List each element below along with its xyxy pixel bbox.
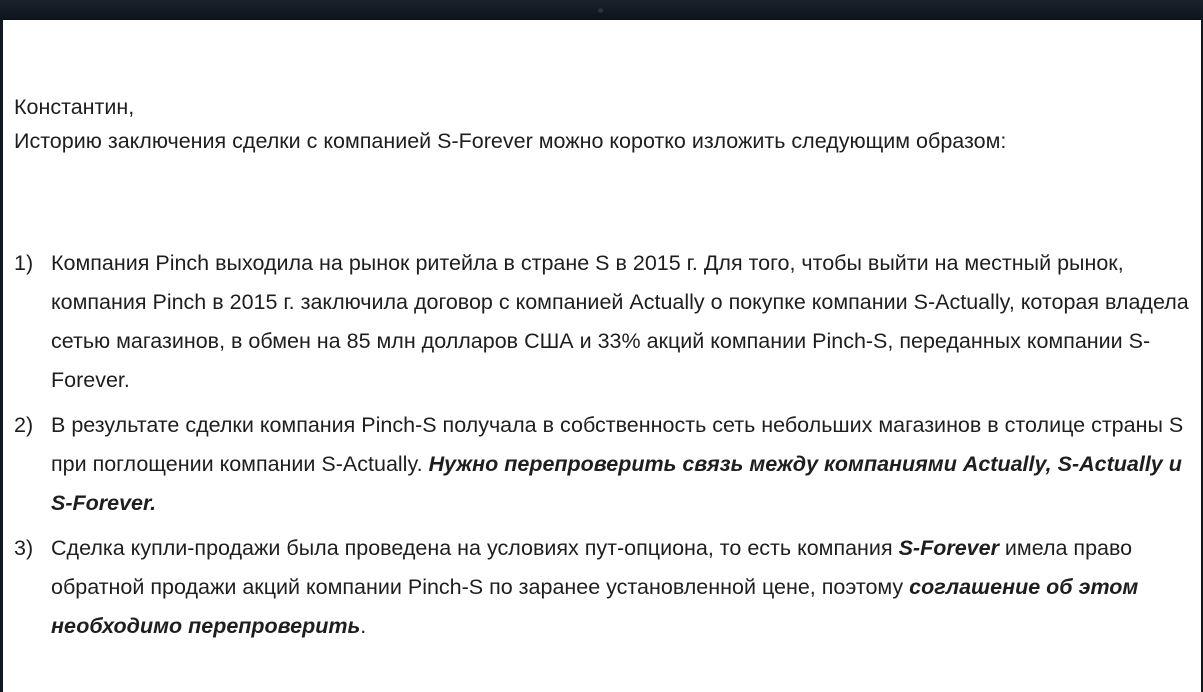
emphasis-company: S-Forever [898, 536, 999, 560]
list-item-text: Сделка купли-продажи была проведена на условиях пут-опциона, то есть компания [51, 536, 899, 560]
list-number: 2) [14, 413, 34, 437]
window-top-bar [0, 0, 1203, 20]
list-item-text: имела право обратной продажи акций компании Pinch-S по заранее установленной цене, поэтому [51, 536, 1133, 599]
list-item [14, 529, 1194, 646]
intro-paragraph: Историю заключения сделки с компанией S-Forever можно коротко изложить следующим образом: [14, 129, 1007, 153]
list-item [14, 244, 1194, 400]
list-item [14, 406, 1194, 523]
list-item-text: В результате сделки компания Pinch-S получала в собственность сеть небольших магазинов в столице страны S при поглощении компании S-Actually. [51, 413, 1184, 476]
list-number: 3) [14, 536, 34, 560]
greeting-line: Константин, [14, 95, 135, 119]
emphasis-text: соглашение об этом необходимо перепроверить [51, 575, 1139, 638]
list-item-text: Компания Pinch выходила на рынок ритейла в стране S в 2015 г. Для того, чтобы выйти на местный рынок, компания Pinch в 2015 г. заключила договор с компанией Actually о покупке компании S-Actually, которая владела сетью магазинов, в обмен на 85 млн долларов США и 33% акций компании Pinch-S, переданных компании S-Forever. [51, 251, 1189, 392]
list-number: 1) [14, 251, 34, 275]
document-page [3, 20, 1201, 692]
numbered-list [14, 244, 1194, 652]
camera-dot [598, 8, 603, 13]
list-item-text: . [360, 614, 367, 638]
emphasis-text: Нужно перепроверить связь между компаниями Actually, S-Actually и S-Forever. [51, 452, 1182, 515]
